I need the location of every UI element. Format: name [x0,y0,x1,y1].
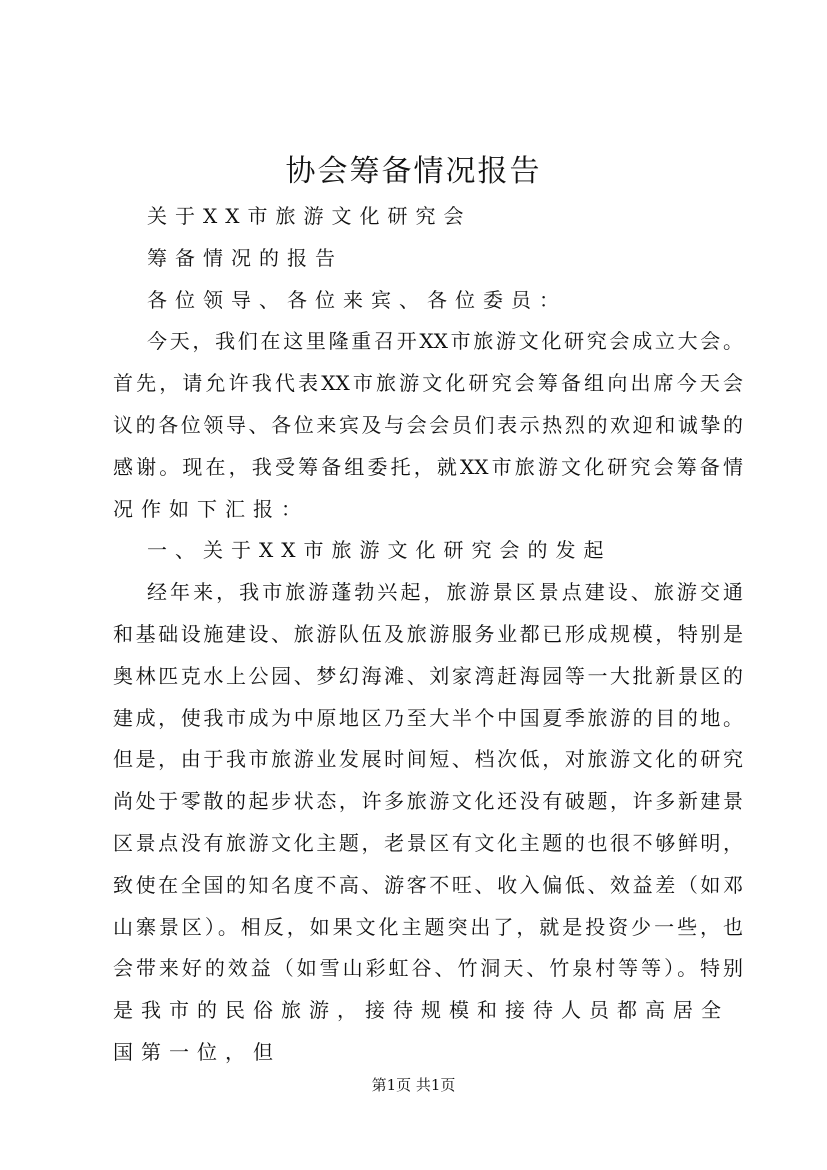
paragraph [113,530,743,572]
text-line: 区景点没有旅游文化主题，老景区有文化主题的也很不够鲜明， [113,830,743,855]
page-footer: 第1页 共1页 [371,1076,456,1094]
text-line: 议的各位领导、各位来宾及与会会员们表示热烈的欢迎和诚挚的 [113,412,743,437]
text-line: 经年来，我市旅游蓬勃兴起，旅游景区景点建设、旅游交通 [147,580,743,605]
paragraph [113,321,743,530]
paragraph [113,572,743,1074]
text-line: 感谢。现在，我受筹备组委托，就XX市旅游文化研究会筹备情 [113,454,743,479]
text-line: 和基础设施建设、旅游队伍及旅游服务业都已形成规模，特别是 [113,621,743,646]
text-line: 致使在全国的知名度不高、游客不旺、收入偏低、效益差（如邓 [113,872,743,897]
paragraph [113,196,743,238]
text-line: 关于XX市旅游文化研究会 [147,204,472,228]
text-line: 奥林匹克水上公园、梦幻海滩、刘家湾赶海园等一大批新景区的 [113,663,743,688]
text-line: 况作如下汇报： [113,496,309,521]
paragraph [113,280,743,322]
text-line: 首先，请允许我代表XX市旅游文化研究会筹备组向出席今天会 [113,371,743,396]
text-line: 建成，使我市成为中原地区乃至大半个中国夏季旅游的目的地。 [113,705,743,730]
text-line: 会带来好的效益（如雪山彩虹谷、竹洞天、竹泉村等等）。特别 [113,956,743,981]
text-line: 筹备情况的报告 [147,245,343,270]
text-line: 各位领导、各位来宾、各位委员： [147,287,567,312]
text-line: 尚处于零散的起步状态，许多旅游文化还没有破题，许多新建景 [113,789,743,814]
text-line: 山寨景区）。相反，如果文化主题突出了，就是投资少一些，也 [113,914,743,939]
document-body [113,196,743,1074]
paragraph [113,238,743,280]
text-line: 一、关于XX市旅游文化研究会的发起 [147,538,612,563]
text-line: 今天，我们在这里隆重召开XX市旅游文化研究会成立大会。 [147,329,743,354]
text-line: 是我市的民俗旅游，接待规模和接待人员都高居全国第一位，但 [113,998,729,1064]
text-line: 但是，由于我市旅游业发展时间短、档次低，对旅游文化的研究 [113,747,743,772]
document-title: 协会筹备情况报告 [285,154,542,189]
